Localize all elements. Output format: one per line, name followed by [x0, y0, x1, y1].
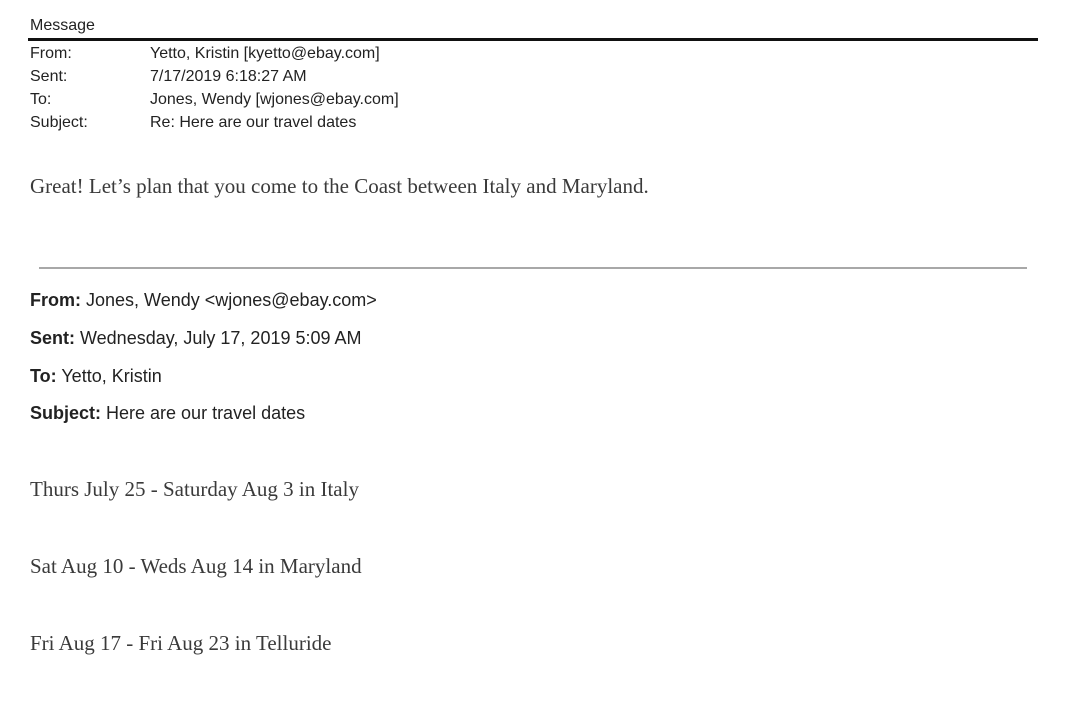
quoted-from-value: Jones, Wendy <wjones@ebay.com> [81, 290, 377, 310]
quoted-sent-row [30, 328, 362, 349]
quoted-to-row [30, 366, 162, 387]
quoted-sent-label: Sent: [30, 328, 75, 348]
header-subject-label: Subject: [30, 114, 88, 131]
travel-date-telluride: Fri Aug 17 - Fri Aug 23 in Telluride [30, 631, 332, 655]
quoted-subject-label: Subject: [30, 403, 102, 423]
message-label: Message [30, 17, 95, 34]
quoted-to-label: To: [30, 366, 57, 386]
header-sent-row [30, 68, 307, 86]
quoted-sent-value: Wednesday, July 17, 2019 5:09 AM [75, 328, 362, 348]
quote-divider [39, 267, 1027, 269]
header-to-row [30, 91, 399, 109]
header-from-value: Yetto, Kristin [kyetto@ebay.com] [150, 45, 380, 62]
header-to-value: Jones, Wendy [wjones@ebay.com] [150, 91, 399, 108]
header-subject-row [30, 114, 356, 132]
header-subject-value: Re: Here are our travel dates [150, 114, 357, 131]
message-body: Great! Let’s plan that you come to the Coast between Italy and Maryland. [30, 174, 649, 198]
quoted-from-label: From: [30, 290, 81, 310]
header-divider [28, 38, 1038, 41]
quoted-to-value: Yetto, Kristin [56, 366, 162, 386]
header-sent-value: 7/17/2019 6:18:27 AM [150, 68, 307, 85]
travel-date-italy: Thurs July 25 - Saturday Aug 3 in Italy [30, 477, 359, 501]
header-from-label: From: [30, 45, 72, 62]
travel-date-maryland: Sat Aug 10 - Weds Aug 14 in Maryland [30, 554, 362, 578]
quoted-subject-row [30, 403, 305, 424]
header-from-row [30, 45, 380, 63]
header-to-label: To: [30, 91, 52, 108]
header-sent-label: Sent: [30, 68, 68, 85]
quoted-from-row [30, 290, 377, 311]
quoted-subject-value: Here are our travel dates [101, 403, 306, 423]
